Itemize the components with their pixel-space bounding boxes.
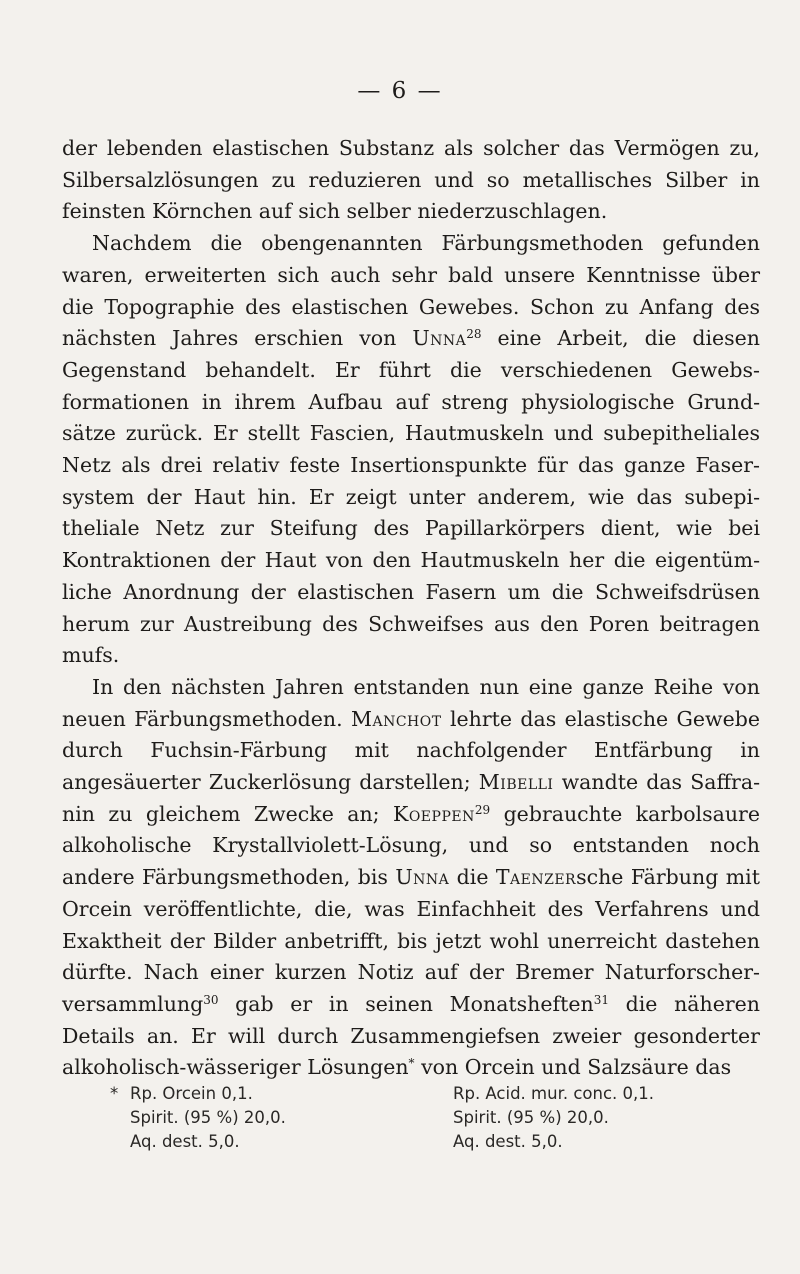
text-line: nächsten Jahres erschien von <box>62 326 397 351</box>
text-line: Kontraktionen der Haut von den Hautmuskeln her die eigentüm- <box>62 548 760 573</box>
text-line: dürfte. Nach einer kurzen Notiz auf der Bremer Naturforscher- <box>62 960 760 985</box>
recipe-line: Spirit. (95 %) 20,0. <box>130 1108 286 1127</box>
author-name: Koeppen <box>393 801 475 826</box>
author-name: Unna <box>395 865 450 890</box>
text-line: eine Arbeit, die diesen <box>497 326 761 351</box>
text-line: der lebenden elastischen Substanz als solcher das Vermögen zu, <box>62 136 760 160</box>
paragraph-3 <box>62 672 760 1084</box>
text-line: die Topographie des elastischen Gewebes. Schon zu Anfang des <box>62 294 760 319</box>
text-line: Nachdem die obengenannten Färbungsmethoden gefunden <box>92 231 760 256</box>
recipe-line: Aq. dest. 5,0. <box>130 1132 240 1151</box>
text-line: liche Anordnung der elastischen Fasern um die Schweifsdrüsen herum <box>62 579 760 636</box>
text-line: von Orcein und Salzsäure das <box>421 1055 732 1080</box>
author-name: Unna <box>412 326 467 351</box>
text-line: Gegenstand behandelt. Er führt die verschiedenen Gewebs- <box>62 357 760 382</box>
reference-number: 29 <box>474 802 491 817</box>
footnote-marker: * <box>110 1084 119 1103</box>
text-line: Orcein veröffentlichte, die, was Einfachheit des Verfahrens und <box>62 896 760 921</box>
author-name: Mibelli <box>478 770 554 795</box>
author-name: Taenzer <box>495 865 577 890</box>
reference-number: 28 <box>466 327 482 342</box>
text-line: Gewebe durch Fuchsin-Färbung mit nachfolgender Entfärbung in <box>62 706 760 763</box>
text-line: sätze zurück. Er stellt Fascien, Hautmuskeln und subepitheliales <box>62 421 760 446</box>
text-line: die näheren <box>625 991 760 1016</box>
text-line: von neuen Färbungsmethoden. <box>62 674 760 731</box>
text-line: nin zu gleichem Zwecke an; <box>62 801 380 826</box>
text-line: Silbersalzlösungen zu reduzieren und so metallisches Silber in <box>62 167 760 192</box>
text-line: alkoholische Krystallviolett-Lösung, und so entstanden noch andere <box>62 833 760 890</box>
recipe-right <box>453 1082 654 1154</box>
recipe-line: Rp. Orcein 0,1. <box>130 1084 253 1103</box>
text-line: lehrte das elastische <box>449 706 669 731</box>
footnote-marker-ref: * <box>408 1056 415 1071</box>
recipe-line: Aq. dest. 5,0. <box>453 1132 563 1151</box>
text-line: gebrauchte karbolsaure <box>503 801 760 826</box>
text-line: alkoholisch-wässeriger Lösungen <box>62 1055 409 1080</box>
author-name: Manchot <box>350 706 442 731</box>
text-line: system der Haut hin. Er zeigt unter anderem, wie das subepi- <box>62 484 760 509</box>
text-line: In den nächsten Jahren entstanden nun eine ganze Reihe <box>92 674 714 699</box>
text-line: die <box>456 865 489 890</box>
text-line: waren, erweiterten sich auch sehr bald unsere Kenntnisse über <box>62 262 760 287</box>
recipe-left <box>130 1082 286 1154</box>
text-line: Details an. Er will durch Zusammengiefsen zweier gesonderter <box>62 1023 760 1048</box>
text-line: sche Färbung mit <box>576 865 760 890</box>
text-line: feinsten Körnchen auf sich selber niederzuschlagen. <box>62 199 608 224</box>
text-line: theliale Netz zur Steifung des Papillarkörpers dient, wie bei <box>62 516 760 541</box>
body-text <box>62 133 760 1084</box>
text-line: wandte das Saffra- <box>561 770 760 795</box>
text-line: angesäuerter Zuckerlösung darstellen; <box>62 770 471 795</box>
paragraph-2 <box>62 228 760 672</box>
recipe-line: Rp. Acid. mur. conc. 0,1. <box>453 1084 655 1103</box>
text-line: zur Austreibung des Schweifses aus den Poren beitragen mufs. <box>62 611 760 668</box>
recipe-line: Spirit. (95 %) 20,0. <box>453 1108 609 1127</box>
paragraph-1 <box>62 133 760 228</box>
reference-number: 30 <box>203 992 219 1007</box>
text-line: versammlung <box>62 991 204 1016</box>
text-line: formationen in ihrem Aufbau auf streng physiologische Grund- <box>62 389 760 414</box>
text-line: gab er in seinen Monatsheften <box>235 991 594 1016</box>
text-line: Exaktheit der Bilder anbetrifft, bis jetzt wohl unerreicht dastehen <box>62 928 760 953</box>
text-line: Färbungsmethoden, bis <box>142 865 388 890</box>
page-number: — 6 — <box>357 78 443 104</box>
text-line: Netz als drei relativ feste Insertionspunkte für das ganze Faser- <box>62 453 760 478</box>
reference-number: 31 <box>593 992 609 1007</box>
